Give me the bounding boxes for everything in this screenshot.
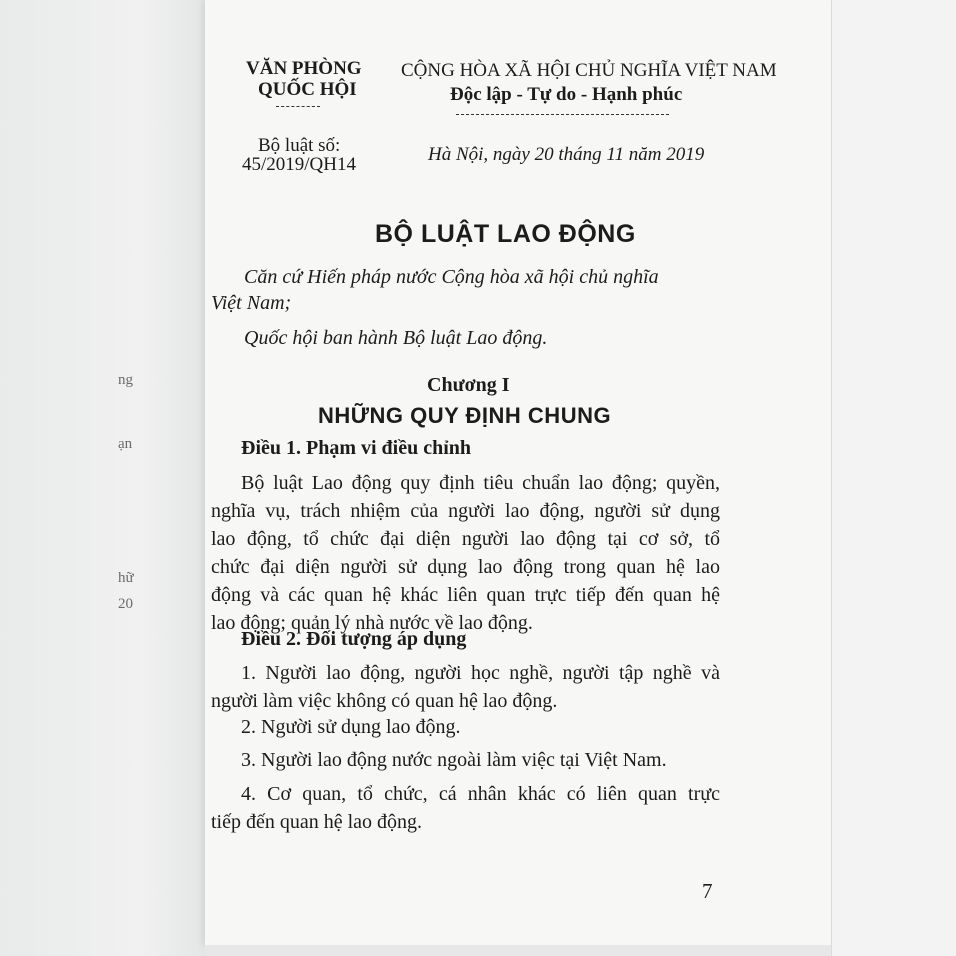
national-motto: Độc lập - Tự do - Hạnh phúc xyxy=(450,84,683,105)
edge-fragment: ng xyxy=(118,372,133,388)
edge-fragment: ạn xyxy=(118,436,133,452)
article1-line: Bộ luật Lao động quy định tiêu chuẩn lao động; quyền, xyxy=(241,472,720,494)
article2-item1-line1: 1. Người lao động, người học nghề, người tập nghề và xyxy=(241,662,720,684)
article1-heading: Điều 1. Phạm vi điều chỉnh xyxy=(241,437,472,459)
chapter-title: NHỮNG QUY ĐỊNH CHUNG xyxy=(318,403,612,428)
republic-name: CỘNG HÒA XÃ HỘI CHỦ NGHĨA VIỆT NAM xyxy=(401,60,777,81)
page-bottom-edge xyxy=(205,945,831,956)
article1-line: lao động; quản lý nhà nước về lao động. xyxy=(211,612,533,634)
page-number: 7 xyxy=(702,879,713,903)
article2-item4-line1: 4. Cơ quan, tổ chức, cá nhân khác có liên quan trực xyxy=(241,783,720,805)
article2-item4 xyxy=(211,780,720,836)
edge-fragment: 20 xyxy=(118,596,133,612)
article1-line: động và các quan hệ khác liên quan trực tiếp đến quan hệ xyxy=(211,584,720,606)
article2-item4-line2: tiếp đến quan hệ lao động. xyxy=(211,811,423,833)
office-underline xyxy=(276,106,320,107)
previous-page-edge xyxy=(0,0,205,956)
article1-line: nghĩa vụ, trách nhiệm của người lao động, người sử dụng xyxy=(211,500,720,522)
document-title: BỘ LUẬT LAO ĐỘNG xyxy=(375,220,636,248)
edge-fragment: hữ xyxy=(118,570,134,586)
background-surface xyxy=(831,0,956,956)
article1-line: chức đại diện người sử dụng lao động trong quan hệ lao xyxy=(211,556,720,578)
article1-body xyxy=(211,469,720,637)
preamble-line2: Việt Nam; xyxy=(211,292,292,314)
article2-item1-line2: người làm việc không có quan hệ lao động. xyxy=(211,690,558,712)
article2-item2: 2. Người sử dụng lao động. xyxy=(241,716,461,738)
office-name-line2: QUỐC HỘI xyxy=(258,79,357,100)
place-date: Hà Nội, ngày 20 tháng 11 năm 2019 xyxy=(428,144,705,165)
code-label: Bộ luật số: xyxy=(258,135,341,156)
article1-line: lao động, tổ chức đại diện người lao động tại cơ sở, tổ xyxy=(211,528,720,550)
chapter-label: Chương I xyxy=(427,374,510,396)
article2-item3: 3. Người lao động nước ngoài làm việc tại Việt Nam. xyxy=(241,749,667,771)
motto-underline xyxy=(456,114,669,115)
article2-item1 xyxy=(211,659,720,715)
code-number: 45/2019/QH14 xyxy=(242,154,356,175)
article2-heading: Điều 2. Đối tượng áp dụng xyxy=(241,628,467,650)
preamble-line3: Quốc hội ban hành Bộ luật Lao động. xyxy=(244,327,548,349)
office-name-line1: VĂN PHÒNG xyxy=(246,58,362,79)
preamble-line1: Căn cứ Hiến pháp nước Cộng hòa xã hội chủ nghĩa xyxy=(244,266,659,288)
